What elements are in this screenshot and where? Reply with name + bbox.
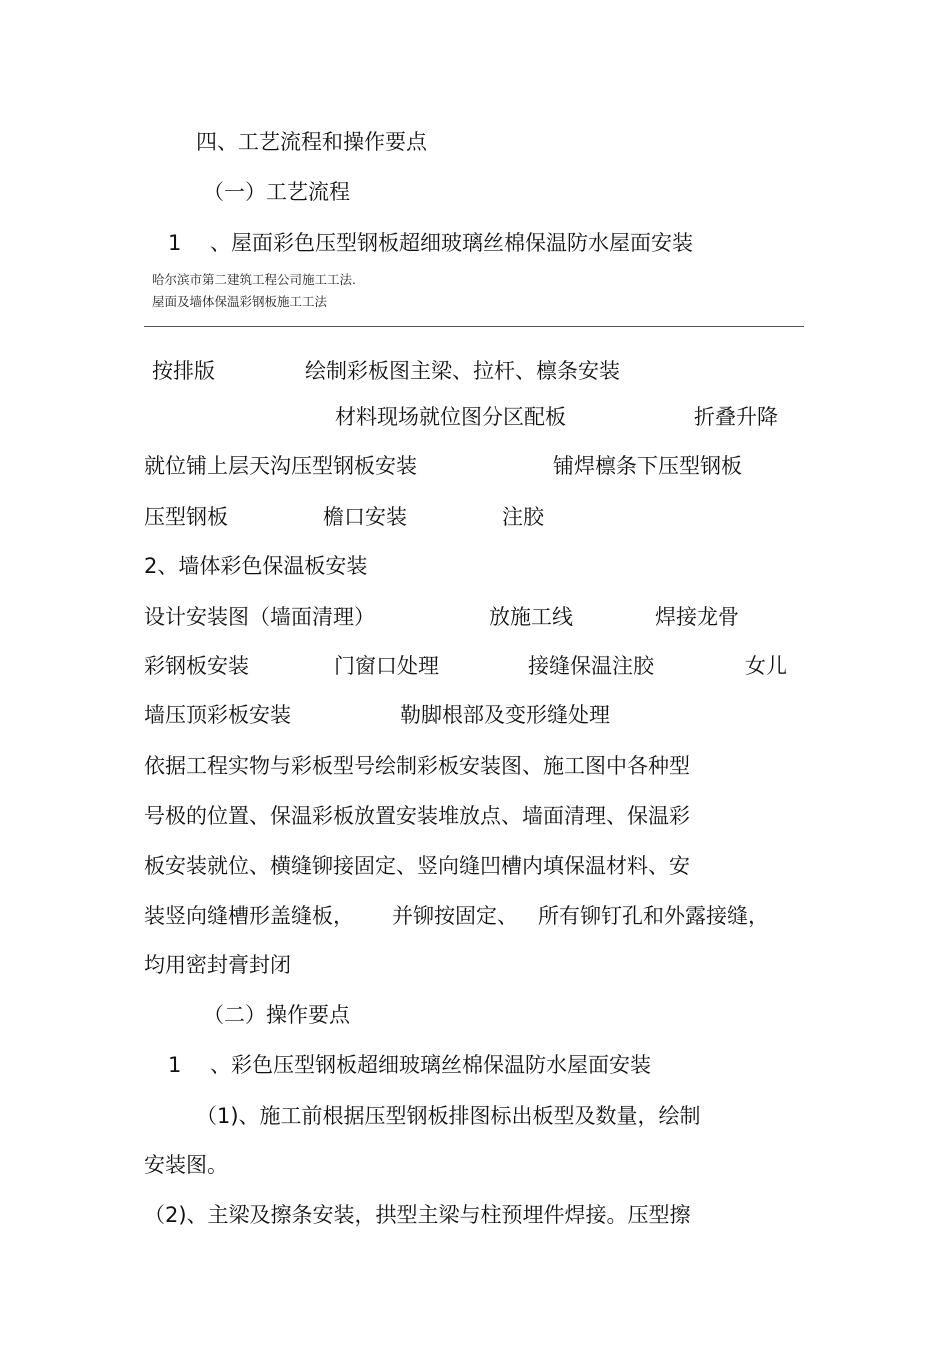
flow-step: 就位铺上层天沟压型钢板安装 bbox=[144, 454, 417, 478]
flow-step: 彩钢板安装 bbox=[144, 654, 249, 678]
section-heading: 四、工艺流程和操作要点 bbox=[196, 130, 427, 154]
paragraph-line: （1)、施工前根据压型钢板排图标出板型及数量，绘制 bbox=[196, 1104, 701, 1128]
flow-step: 绘制彩板图主梁、拉杆、檩条安装 bbox=[305, 359, 620, 383]
item-number: 1 bbox=[168, 1053, 182, 1077]
flow-step: 铺焊檩条下压型钢板 bbox=[553, 454, 742, 478]
item-title-roof-operation: 、彩色压型钢板超细玻璃丝棉保温防水屋面安装 bbox=[210, 1053, 651, 1077]
paragraph-line: 并铆按固定、 bbox=[392, 904, 518, 928]
item-title-roof-installation: 、屋面彩色压型钢板超细玻璃丝棉保温防水屋面安装 bbox=[210, 231, 693, 255]
flow-step: 檐口安装 bbox=[323, 505, 407, 529]
paragraph-line: （2)、主梁及擦条安装，拱型主梁与柱预埋件焊接。压型擦 bbox=[144, 1203, 691, 1227]
flow-step: 女儿 bbox=[745, 654, 787, 678]
subsection-heading-process-flow: （一）工艺流程 bbox=[203, 180, 350, 204]
flow-step: 放施工线 bbox=[489, 605, 573, 629]
flow-step: 设计安装图（墙面清理） bbox=[144, 605, 375, 629]
item-title-wall-installation: 2、墙体彩色保温板安装 bbox=[144, 554, 368, 578]
flow-step: 墙压顶彩板安装 bbox=[144, 703, 291, 727]
header-divider bbox=[144, 326, 804, 327]
flow-step: 焊接龙骨 bbox=[655, 605, 739, 629]
subsection-heading-operation-points: （二）操作要点 bbox=[203, 1003, 350, 1027]
paragraph-line: 装竖向缝槽形盖缝板， bbox=[144, 904, 354, 928]
header-company: 哈尔滨市第二建筑工程公司施工工法. bbox=[152, 272, 356, 287]
flow-step: 门窗口处理 bbox=[334, 654, 439, 678]
paragraph-line: 安装图。 bbox=[144, 1153, 228, 1177]
flow-step: 勒脚根部及变形缝处理 bbox=[400, 703, 610, 727]
paragraph-line: 依据工程实物与彩板型号绘制彩板安装图、施工图中各种型 bbox=[144, 754, 690, 778]
header-doc-title: 屋面及墙体保温彩钢板施工工法 bbox=[152, 294, 328, 309]
flow-step: 材料现场就位图分区配板 bbox=[335, 405, 566, 429]
flow-step: 压型钢板 bbox=[144, 505, 228, 529]
paragraph-line: 板安装就位、横缝铆接固定、竖向缝凹槽内填保温材料、安 bbox=[144, 854, 690, 878]
paragraph-line: 所有铆钉孔和外露接缝， bbox=[538, 904, 769, 928]
flow-step: 按排版 bbox=[152, 359, 215, 383]
flow-step: 折叠升降 bbox=[694, 405, 778, 429]
item-number: 1 bbox=[168, 231, 182, 255]
paragraph-line: 号极的位置、保温彩板放置安装堆放点、墙面清理、保温彩 bbox=[144, 804, 690, 828]
flow-step: 接缝保温注胶 bbox=[528, 654, 654, 678]
flow-step: 注胶 bbox=[502, 505, 544, 529]
paragraph-line: 均用密封膏封闭 bbox=[144, 953, 291, 977]
